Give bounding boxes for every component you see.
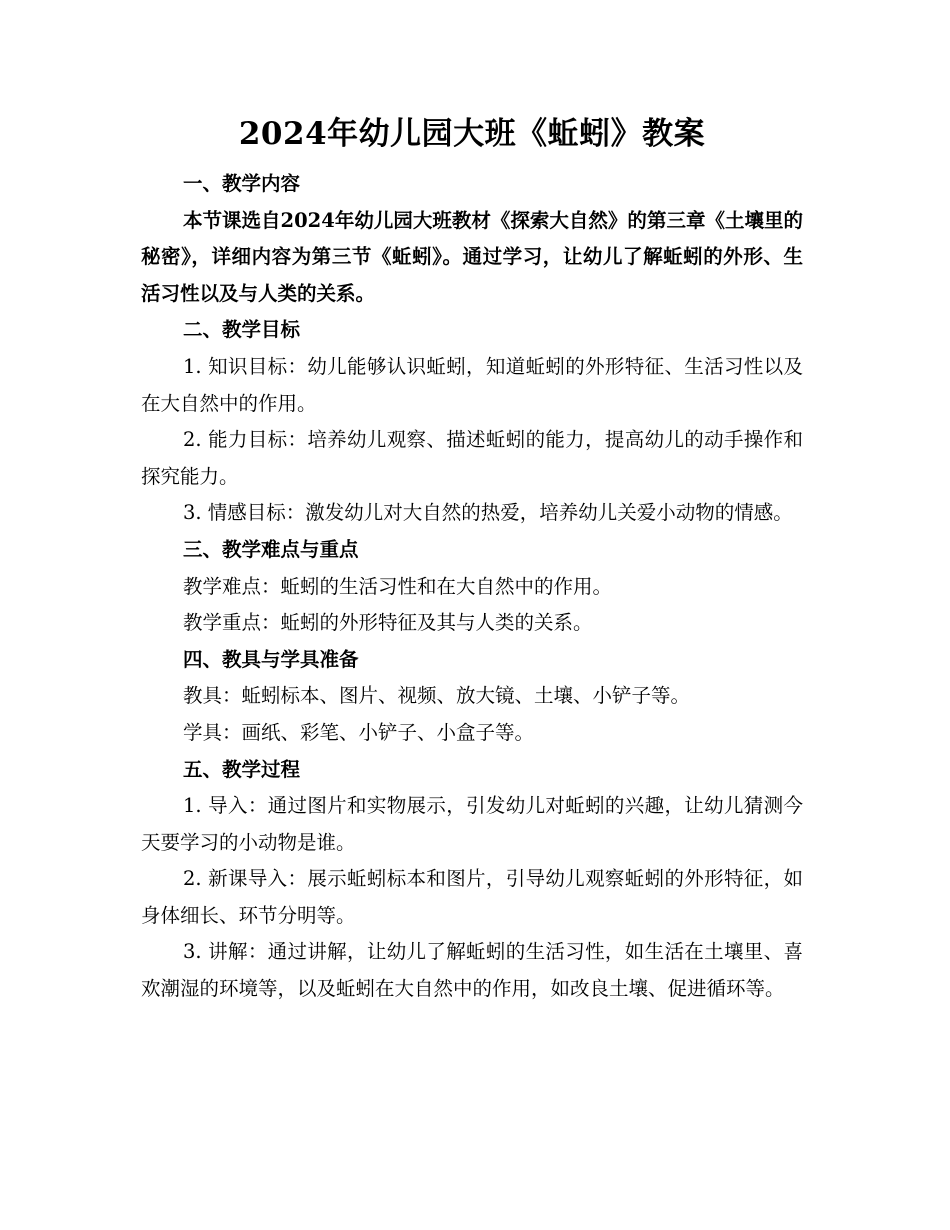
paragraph: 3. 情感目标：激发幼儿对大自然的热爱，培养幼儿关爱小动物的情感。	[183, 501, 793, 525]
section-heading: 一、教学内容	[183, 172, 301, 195]
paragraph: 学具：画纸、彩笔、小铲子、小盒子等。	[183, 720, 535, 744]
section-heading: 二、教学目标	[183, 318, 301, 342]
paragraph: 教学重点：蚯蚓的外形特征及其与人类的关系。	[183, 611, 593, 635]
paragraph: 2. 新课导入：展示蚯蚓标本和图片，引导幼儿观察蚯蚓的外形特征，如身体细长、环节分明等。	[141, 867, 803, 927]
document-title: 2024年幼儿园大班《蚯蚓》教案	[238, 116, 706, 152]
section-heading: 五、教学过程	[183, 757, 301, 781]
section-heading: 三、教学难点与重点	[183, 537, 359, 561]
paragraph: 1. 知识目标：幼儿能够认识蚯蚓，知道蚯蚓的外形特征、生活习性以及在大自然中的作用。	[141, 354, 803, 415]
paragraph: 教具：蚯蚓标本、图片、视频、放大镜、土壤、小铲子等。	[183, 684, 691, 708]
paragraph: 2. 能力目标：培养幼儿观察、描述蚯蚓的能力，提高幼儿的动手操作和探究能力。	[141, 428, 803, 488]
section-heading: 四、教具与学具准备	[183, 647, 359, 671]
section-teaching-content	[141, 166, 803, 312]
document-body	[141, 112, 803, 1008]
paragraph: 1. 导入：通过图片和实物展示，引发幼儿对蚯蚓的兴趣，让幼儿猜测今天要学习的小动物是谁。	[141, 794, 803, 854]
section-difficulties-focus	[141, 532, 803, 642]
section-teaching-goals	[141, 312, 803, 532]
paragraph: 3. 讲解：通过讲解，让幼儿了解蚯蚓的生活习性，如生活在土壤里、喜欢潮湿的环境等，以及蚯蚓在大自然中的作用，如改良土壤、促进循环等。	[141, 940, 803, 1001]
section-teaching-process	[141, 752, 803, 1008]
paragraph: 本节课选自2024年幼儿园大班教材《探索大自然》的第三章《土壤里的秘密》，详细内容为第三节《蚯蚓》。通过学习，让幼儿了解蚯蚓的外形、生活习性以及与人类的关系。	[141, 208, 803, 305]
section-teaching-aids	[141, 642, 803, 752]
paragraph: 教学难点：蚯蚓的生活习性和在大自然中的作用。	[183, 574, 613, 598]
